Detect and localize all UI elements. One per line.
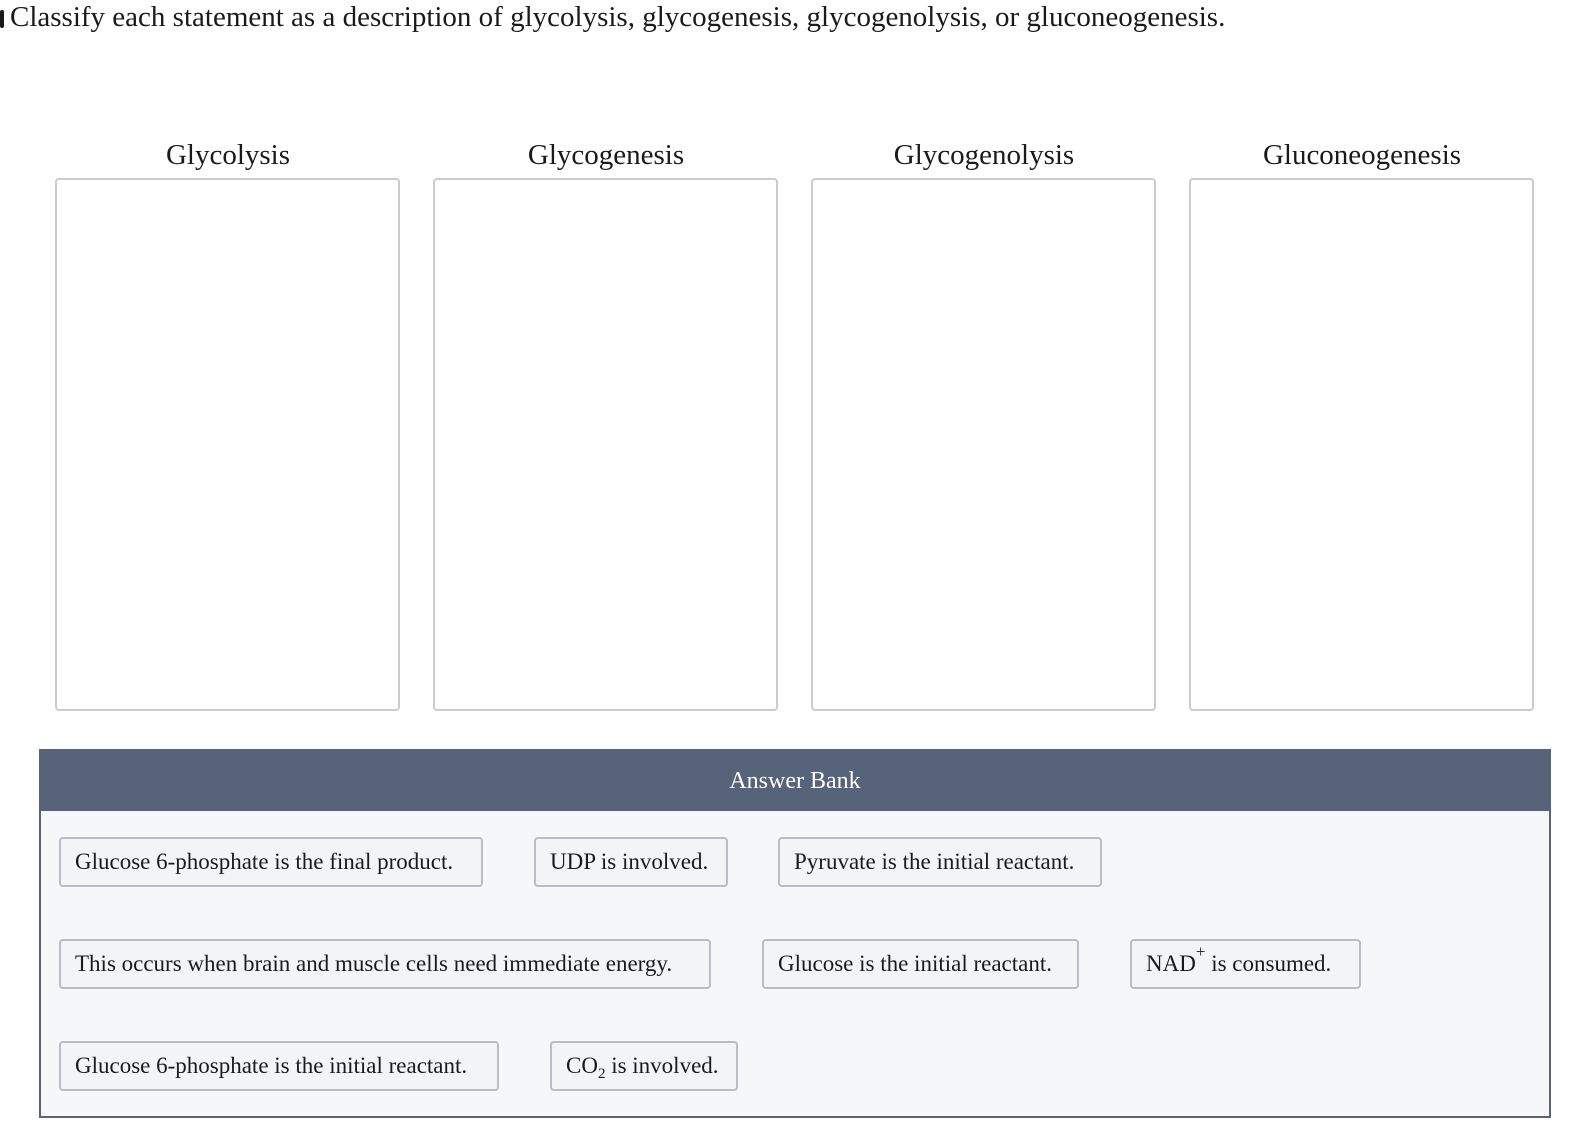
bin-label-gluconeogenesis: Gluconeogenesis [1262,139,1462,171]
answer-bank [39,749,1551,1118]
answer-chip-glucose-initial[interactable]: Glucose is the initial reactant. [762,939,1079,989]
bin-label-glycogenesis: Glycogenesis [527,139,685,171]
question-text: Classify each statement as a description of glycolysis, glycogenesis, glycogenolysis, or gluconeogenesis. [10,1,1226,33]
bin-label-glycolysis: Glycolysis [165,139,291,171]
nad-text: NAD [1146,951,1196,976]
answer-bank-title: Answer Bank [41,751,1549,811]
nad-superscript: + [1195,942,1206,961]
answer-chip-nad-consumed[interactable] [1130,939,1361,989]
co2-subscript: 2 [597,1066,606,1082]
bin-glycogenolysis[interactable] [811,178,1156,711]
nad-consumed-text: is consumed. [1205,951,1332,976]
answer-chip-co2-involved[interactable] [550,1041,738,1091]
bin-label-glycogenolysis: Glycogenolysis [893,139,1075,171]
answer-chip-g6p-initial-reactant[interactable]: Glucose 6-phosphate is the initial reactant. [59,1041,499,1091]
co2-involved-text: is involved. [605,1053,719,1078]
question-marker [0,10,4,28]
answer-chip-g6p-final-product[interactable]: Glucose 6-phosphate is the final product. [59,837,483,887]
bin-glycogenesis[interactable] [433,178,778,711]
answer-chip-pyruvate-initial[interactable]: Pyruvate is the initial reactant. [778,837,1102,887]
answer-chip-udp-involved[interactable]: UDP is involved. [534,837,728,887]
co-text: CO [566,1053,598,1078]
bin-gluconeogenesis[interactable] [1189,178,1534,711]
bin-glycolysis[interactable] [55,178,400,711]
answer-chip-immediate-energy[interactable]: This occurs when brain and muscle cells need immediate energy. [59,939,711,989]
